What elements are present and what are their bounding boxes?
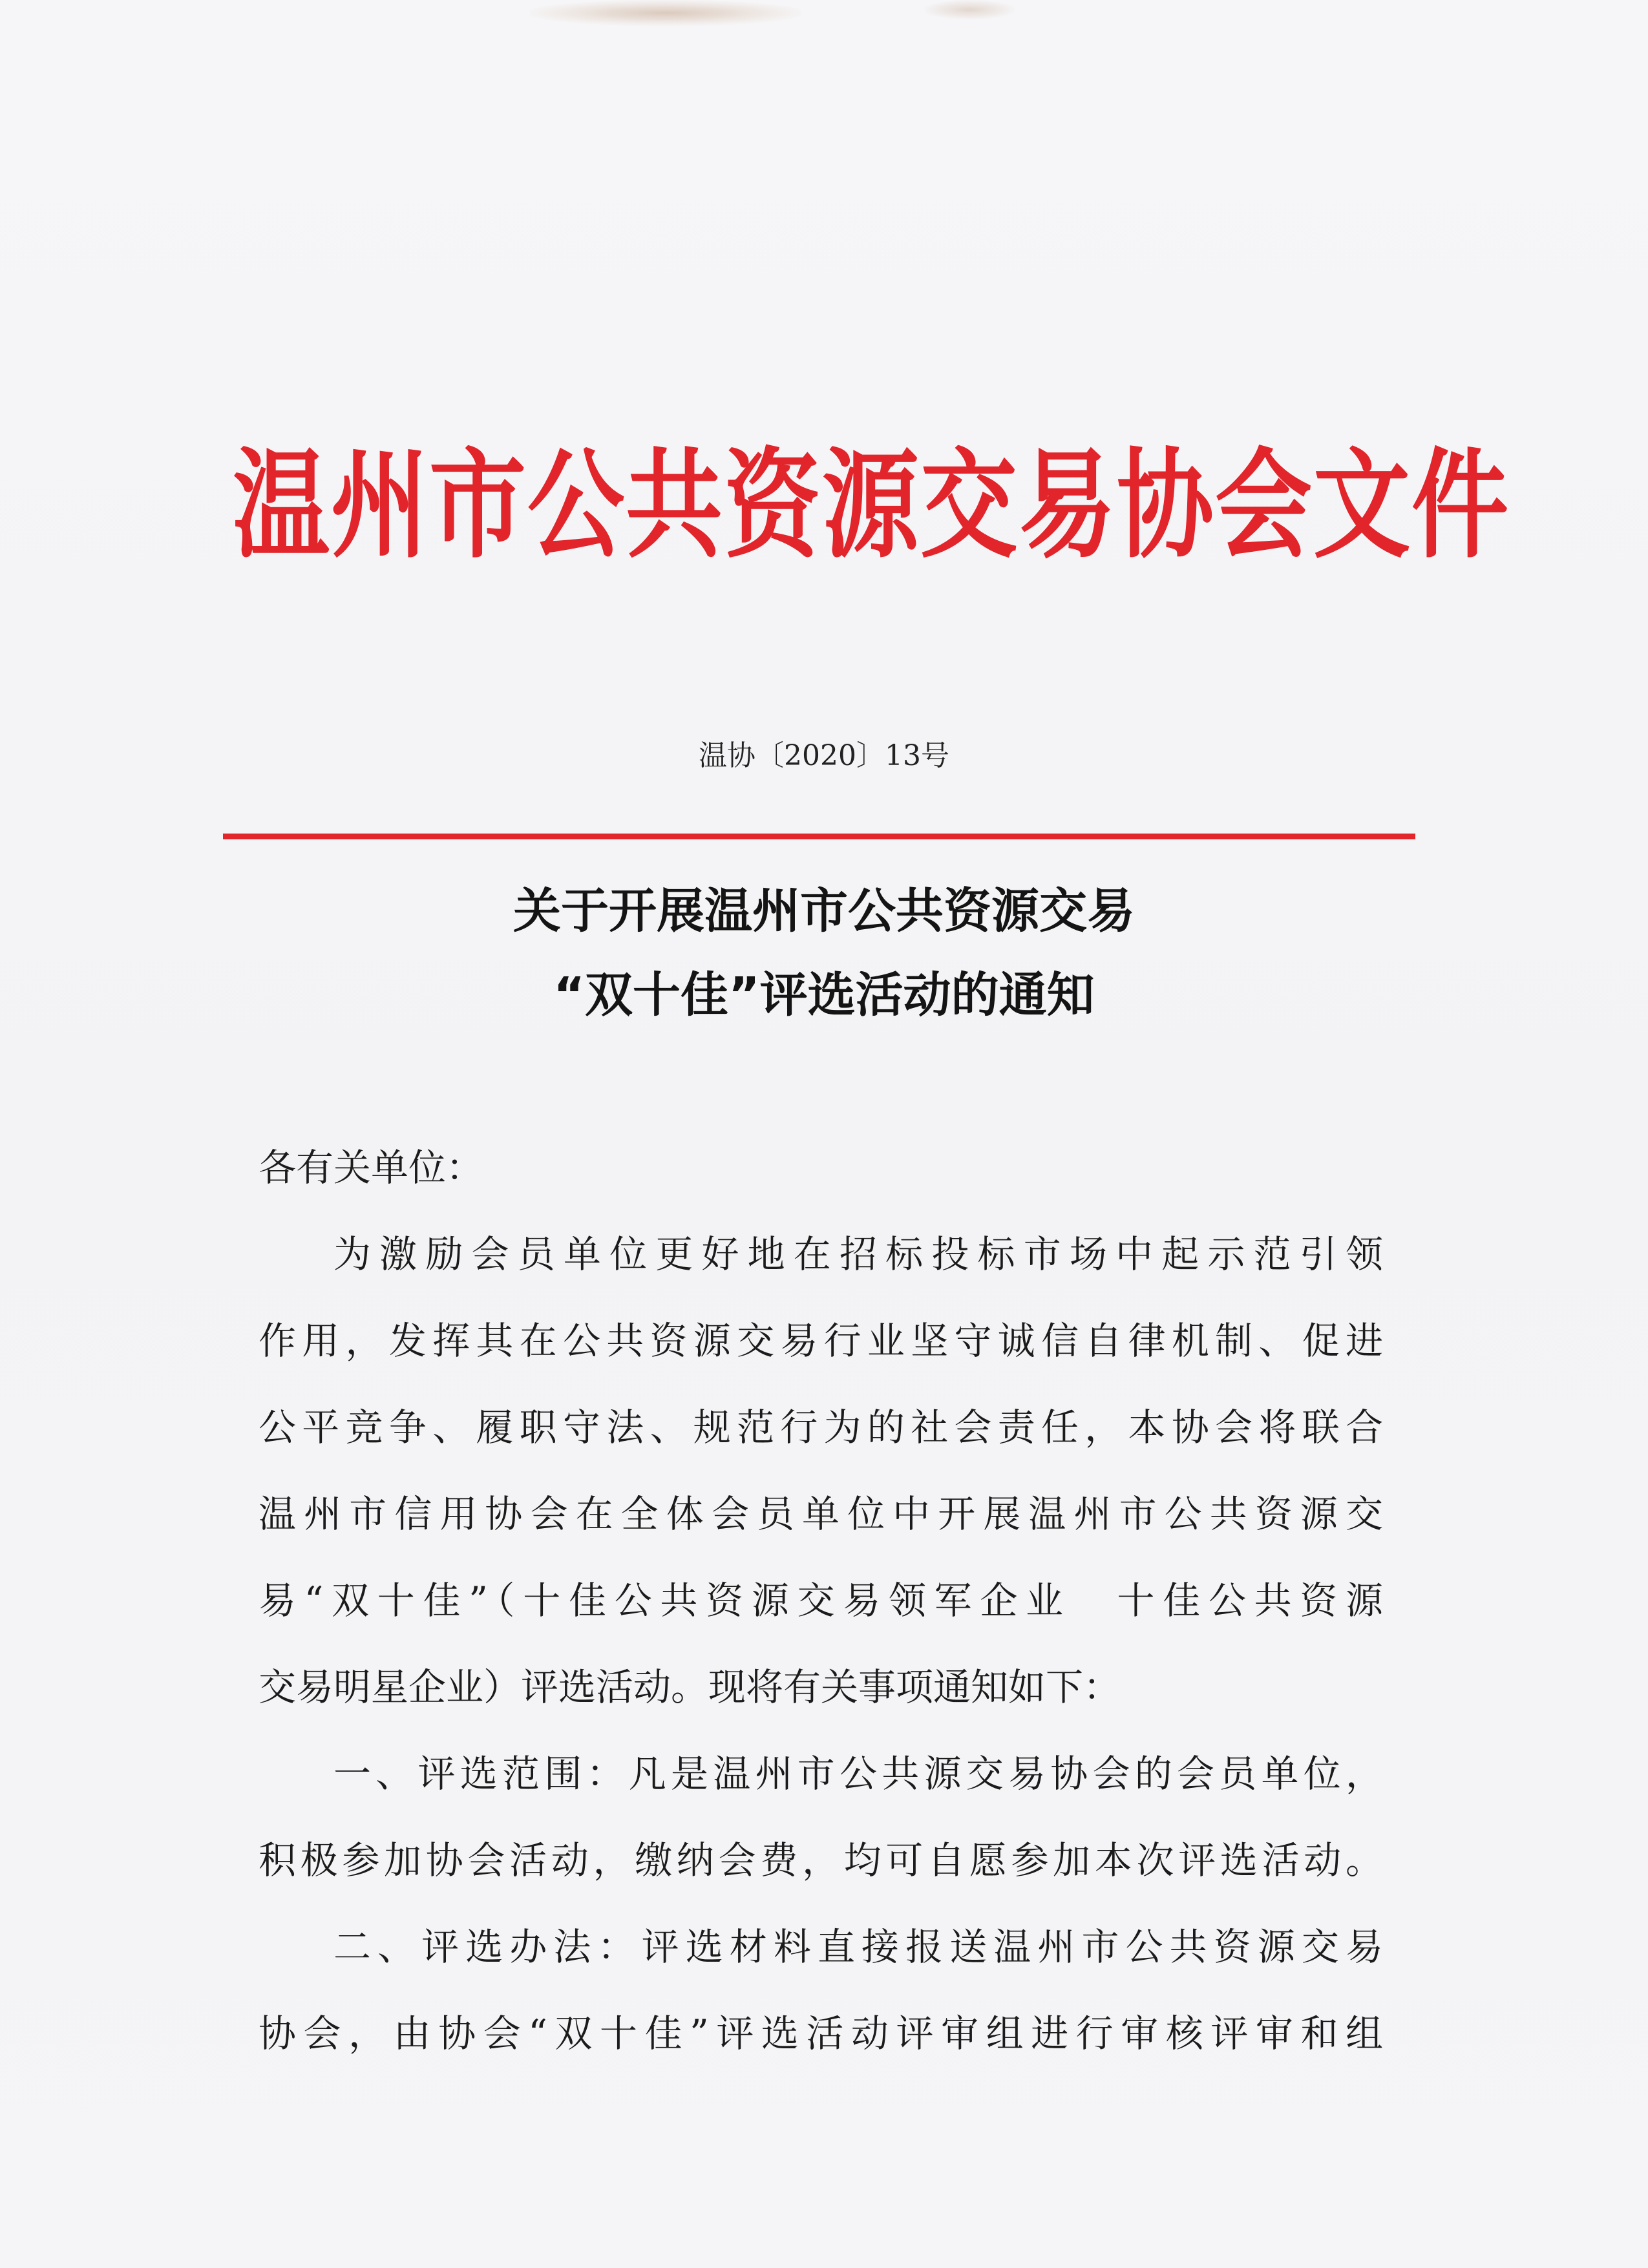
paragraph-1-line-3: 公平竞争、履职守法、规范行为的社会责任，本协会将联合 [259, 1405, 1383, 1449]
paragraph-1-line-6: 交易明星企业）评选活动。现将有关事项通知如下： [259, 1665, 1121, 1709]
notice-title-line-1: 关于开展温州市公共资源交易 [513, 883, 1135, 939]
paragraph-1-line-4: 温州市信用协会在全体会员单位中开展温州市公共资源交 [259, 1492, 1383, 1536]
document-masthead: 温州市公共资源交易协会文件 [233, 436, 1510, 575]
notice-body [259, 1124, 1383, 2077]
paragraph-3-line-2: 协会，由协会“双十佳”评选活动评审组进行审核评审和组 [259, 2011, 1383, 2055]
paragraph-1-line-2: 作用，发挥其在公共资源交易行业坚守诚信自律机制、促进 [259, 1319, 1383, 1363]
scan-stain [530, 0, 801, 26]
paragraph-2-line-1: 一、评选范围：凡是温州市公共源交易协会的会员单位， [333, 1752, 1383, 1796]
paragraph-1-line-1: 为激励会员单位更好地在招标投标市场中起示范引领 [333, 1232, 1383, 1276]
paragraph-3-line-1: 二、评选办法：评选材料直接报送温州市公共资源交易 [333, 1925, 1383, 1969]
notice-title-line-2: “双十佳”评选活动的通知 [553, 967, 1095, 1023]
red-divider-rule [223, 834, 1415, 839]
paragraph-2-line-2: 积极参加协会活动，缴纳会费，均可自愿参加本次评选活动。 [259, 1838, 1383, 1882]
document-number: 温协〔2020〕13号 [699, 739, 949, 772]
scan-stain-small [924, 0, 1015, 19]
paragraph-1-line-5: 易“双十佳”（十佳公共资源交易领军企业 十佳公共资源 [259, 1579, 1383, 1622]
notice-title [233, 869, 1415, 1037]
salutation: 各有关单位： [259, 1146, 484, 1190]
